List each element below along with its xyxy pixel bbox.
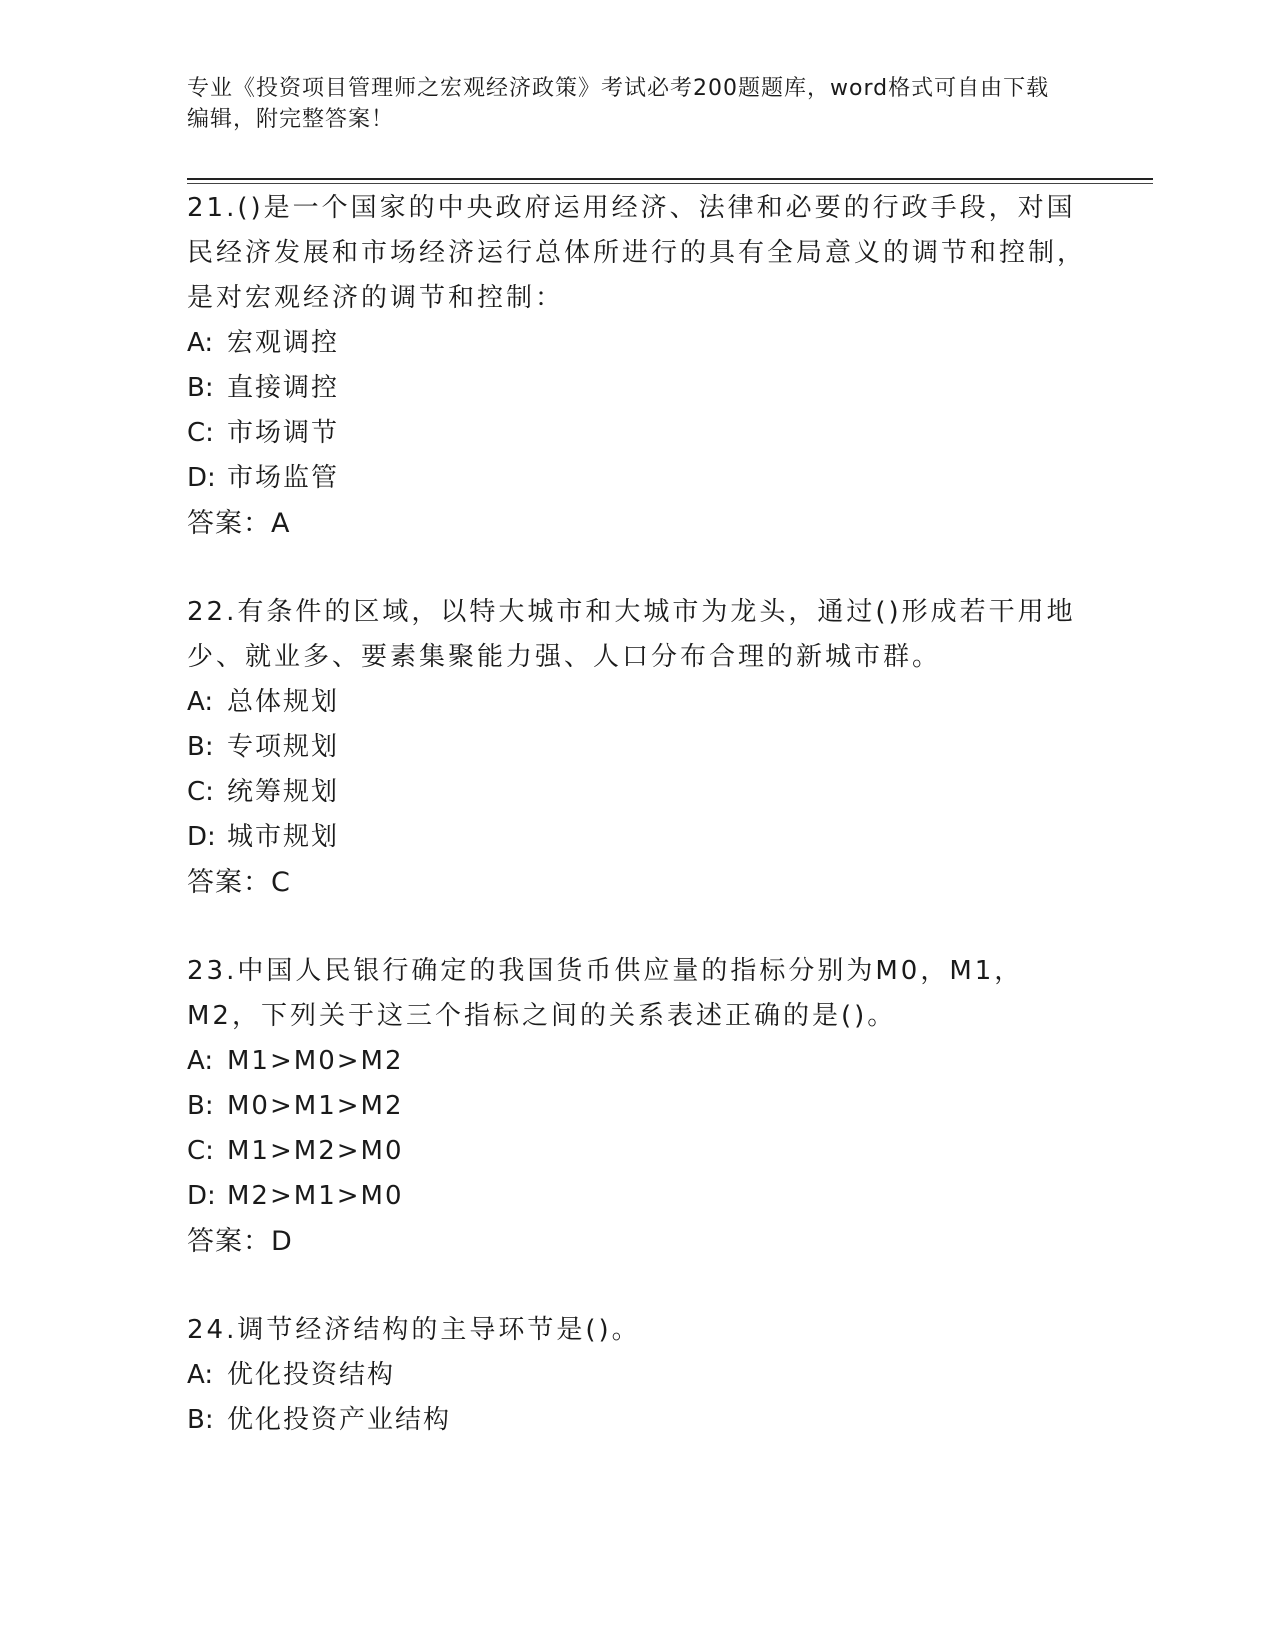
option-c <box>187 411 1087 456</box>
option-d <box>187 456 1087 501</box>
option-text: 优化投资结构 <box>227 1360 396 1390</box>
option-key: D: <box>187 822 216 852</box>
option-text: 直接调控 <box>227 373 340 403</box>
question-22 <box>187 590 1087 905</box>
option-key: C: <box>187 418 214 448</box>
option-b <box>187 1084 1087 1129</box>
question-text: 24.调节经济结构的主导环节是()。 <box>187 1315 641 1345</box>
option-text: 宏观调控 <box>227 328 340 358</box>
option-c <box>187 1129 1087 1174</box>
header-rule-thin <box>187 183 1153 184</box>
option-key: B: <box>187 1405 214 1435</box>
option-text: M0>M1>M2 <box>227 1091 404 1121</box>
option-key: A: <box>187 687 214 717</box>
question-24 <box>187 1308 1087 1443</box>
option-b <box>187 1398 1087 1443</box>
option-a <box>187 1039 1087 1084</box>
option-text: M2>M1>M0 <box>227 1181 404 1211</box>
option-text: 优化投资产业结构 <box>227 1405 452 1435</box>
answer-line: 答案：A <box>187 508 291 539</box>
answer-line: 答案：C <box>187 867 291 898</box>
option-key: A: <box>187 1046 214 1076</box>
option-text: M1>M0>M2 <box>227 1046 404 1076</box>
option-b <box>187 725 1087 770</box>
option-key: A: <box>187 1360 214 1390</box>
option-key: D: <box>187 1181 216 1211</box>
option-b <box>187 366 1087 411</box>
header-rule <box>187 178 1153 180</box>
option-key: A: <box>187 328 214 358</box>
option-key: B: <box>187 1091 214 1121</box>
option-d <box>187 815 1087 860</box>
option-text: 市场调节 <box>227 418 340 448</box>
option-text: 专项规划 <box>227 732 340 762</box>
question-text: 21.()是一个国家的中央政府运用经济、法律和必要的行政手段，对国民经济发展和市场经济运行总体所进行的具有全局意义的调节和控制，是对宏观经济的调节和控制： <box>187 193 1087 313</box>
option-text: 市场监管 <box>227 463 340 493</box>
option-key: C: <box>187 777 214 807</box>
option-text: M1>M2>M0 <box>227 1136 404 1166</box>
option-a <box>187 321 1087 366</box>
question-text: 22.有条件的区域，以特大城市和大城市为龙头，通过()形成若干用地少、就业多、要素集聚能力强、人口分布合理的新城市群。 <box>187 597 1076 672</box>
answer-line: 答案：D <box>187 1226 293 1257</box>
option-c <box>187 770 1087 815</box>
option-key: B: <box>187 732 214 762</box>
question-list <box>187 186 1087 1487</box>
question-text: 23.中国人民银行确定的我国货币供应量的指标分别为M0，M1，M2，下列关于这三个指标之间的关系表述正确的是()。 <box>187 956 1024 1031</box>
question-21 <box>187 186 1087 546</box>
option-key: D: <box>187 463 216 493</box>
option-key: C: <box>187 1136 214 1166</box>
question-23 <box>187 949 1087 1264</box>
option-text: 城市规划 <box>227 822 340 852</box>
option-d <box>187 1174 1087 1219</box>
option-text: 总体规划 <box>227 687 340 717</box>
document-header: 专业《投资项目管理师之宏观经济政策》考试必考200题题库，word格式可自由下载编辑，附完整答案！ <box>187 76 1050 132</box>
option-text: 统筹规划 <box>227 777 340 807</box>
option-a <box>187 680 1087 725</box>
option-key: B: <box>187 373 214 403</box>
option-a <box>187 1353 1087 1398</box>
